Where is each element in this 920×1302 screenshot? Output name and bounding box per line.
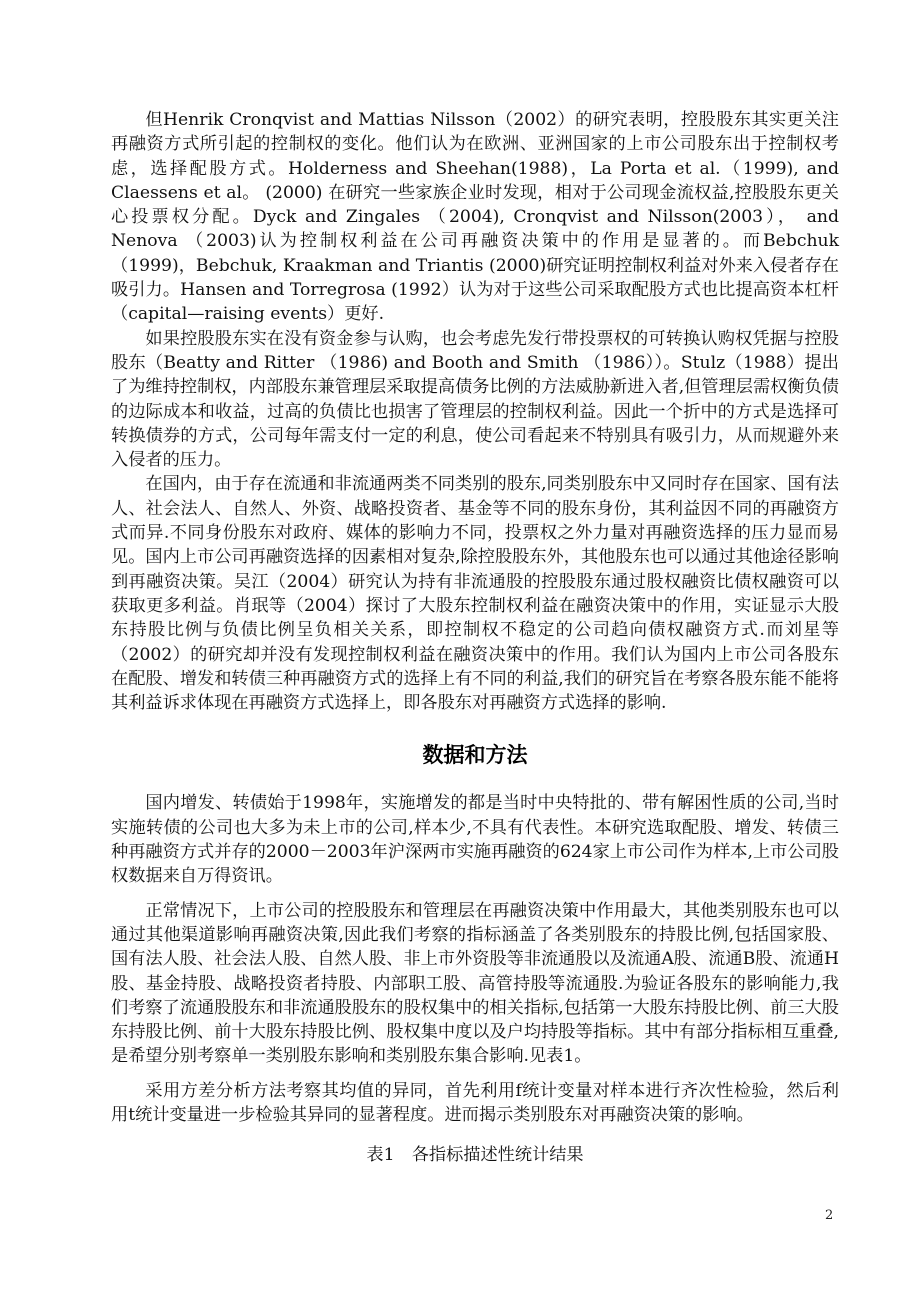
document-page bbox=[111, 108, 839, 1168]
body-paragraph: 正常情况下，上市公司的控股股东和管理层在再融资决策中作用最大，其他类别股东也可以通过其他渠道影响再融资决策,因此我们考察的指标涵盖了各类别股东的持股比例,包括国家股、国有法人股、社会法人股、自然人股、非上市外资股等非流通股以及流通A股、流通B股、流通H股、基金持股、战略投资者持股、内部职工股、高管持股等流通股.为验证各股东的影响能力,我们考察了流通股股东和非流通股股东的股权集中的相关指标,包括第一大股东持股比例、前三大股东持股比例、前十大股东持股比例、股权集中度以及户均持股等指标。其中有部分指标相互重叠,是希望分别考察单一类别股东影响和类别股东集合影响.见表1。 bbox=[111, 900, 839, 1067]
body-paragraph: 在国内，由于存在流通和非流通两类不同类别的股东,同类别股东中又同时存在国家、国有法人、社会法人、自然人、外资、战略投资者、基金等不同的股东身份，其利益因不同的再融资方式而异.不同身份股东对政府、媒体的影响力不同，投票权之外力量对再融资选择的压力显而易见。国内上市公司再融资选择的因素相对复杂,除控股股东外，其他股东也可以通过其他途径影响到再融资决策。吴江（2004）研究认为持有非流通股的控股股东通过股权融资比债权融资可以获取更多利益。肖珉等（2004）探讨了大股东控制权利益在融资决策中的作用，实证显示大股东持股比例与负债比例呈负相关关系，即控制权不稳定的公司趋向债权融资方式.而刘星等（2002）的研究却并没有发现控制权利益在融资决策中的作用。我们认为国内上市公司各股东在配股、增发和转债三种再融资方式的选择上有不同的利益,我们的研究旨在考察各股东能不能将其利益诉求体现在再融资方式选择上，即各股东对再融资方式选择的影响. bbox=[111, 474, 839, 714]
body-paragraph: 采用方差分析方法考察其均值的异同，首先利用f统计变量对样本进行齐次性检验，然后利用t统计变量进一步检验其异同的显著程度。进而揭示类别股东对再融资决策的影响。 bbox=[111, 1080, 839, 1125]
body-paragraph: 如果控股股东实在没有资金参与认购，也会考虑先发行带投票权的可转换认购权凭据与控股股东（Beatty and Ritter （1986) and Booth and Smith （1986））。Stulz（1988）提出了为维持控制权，内部股东兼管理层采取提高债务比例的方法威胁新进入者,但管理层需权衡负债的边际成本和收益，过高的负债比也损害了管理层的控制权利益。因此一个折中的方式是选择可转换债券的方式，公司每年需支付一定的利息，使公司看起来不特别具有吸引力，从而规避外来入侵者的压力。 bbox=[111, 328, 839, 471]
body-paragraph: 国内增发、转债始于1998年，实施增发的都是当时中央特批的、带有解困性质的公司,当时实施转债的公司也大多为未上市的公司,样本少,不具有代表性。本研究选取配股、增发、转债三种再融资方式并存的2000－2003年沪深两市实施再融资的624家上市公司作为样本,上市公司股权数据来自万得资讯。 bbox=[111, 793, 839, 887]
page-number: 2 bbox=[825, 1208, 834, 1223]
body-paragraph: 但Henrik Cronqvist and Mattias Nilsson（2002）的研究表明，控股股东其实更关注再融资方式所引起的控制权的变化。他们认为在欧洲、亚洲国家的上市公司股东出于控制权考虑，选择配股方式。Holderness and Sheehan(1988)，La Porta et al.（1999), and Claessens et al。 (2000) 在研究一些家族企业时发现，相对于公司现金流权益,控股股东更关心投票权分配。Dyck and Zingales （2004), Cronqvist and Nilsson(2003）， and Nenova （2003)认为控制权利益在公司再融资决策中的作用是显著的。而Bebchuk （1999)，Bebchuk, Kraakman and Triantis (2000)研究证明控制权利益对外来入侵者存在吸引力。Hansen and Torregrosa (1992）认为对于这些公司采取配股方式也比提高资本杠杆（capital—raising events）更好. bbox=[111, 110, 839, 325]
section-heading: 数据和方法 bbox=[422, 743, 528, 768]
table-caption: 表1 各指标描述性统计结果 bbox=[366, 1145, 584, 1166]
